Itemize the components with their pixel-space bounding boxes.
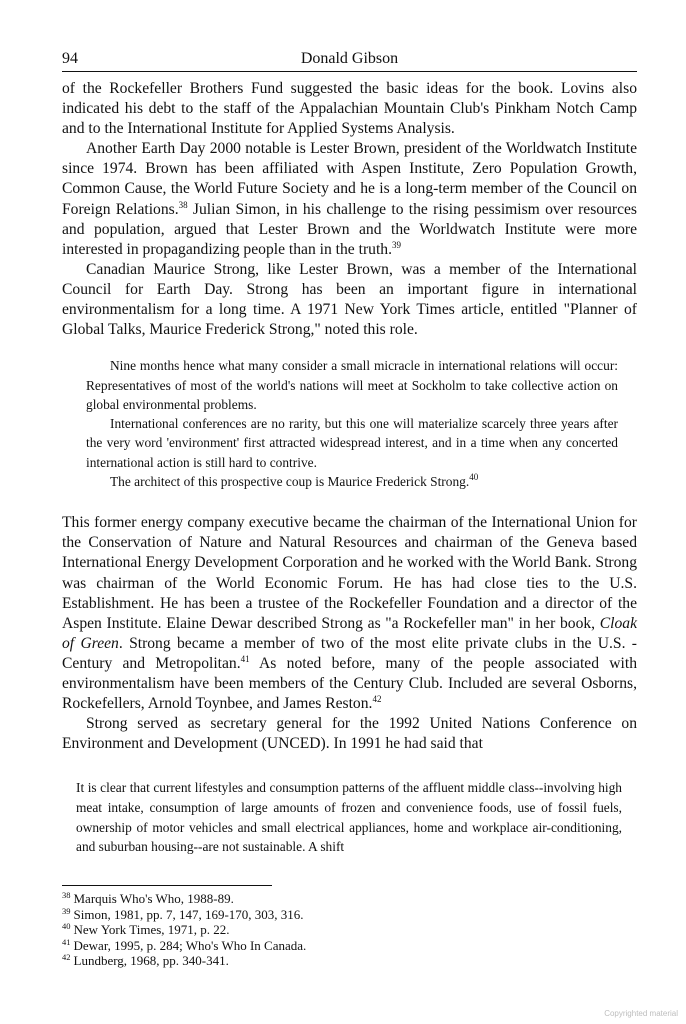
paragraph-2-text-b: Julian Simon, in his challenge to the rising pessimism over resources and population, argued that Lester Brown and the Worldwatch Institute were more interested in propagandizing people than in the truth. [62, 200, 637, 258]
paragraph-4-text-a: This former energy company executive became the chairman of the International Union for the Conservation of Nature and Natural Resources and chairman of the Geneva based International Energy Development Corporation and he worked with the World Bank. Strong was chairman of the World Economic Forum. He has had close ties to the U.S. Establishment. He has been a trustee of the Rockefeller Foundation and a director of the Aspen Institute. Elaine Dewar described Strong as "a Rockefeller man" in her book, [62, 514, 637, 632]
footnote-number: 40 [62, 921, 71, 932]
footnote-42 [62, 953, 306, 969]
quote-1-para-3-text: The architect of this prospective coup is Maurice Frederick Strong. [110, 474, 470, 489]
footnotes [62, 891, 306, 969]
header-rule [62, 71, 637, 72]
footnote-text: Simon, 1981, pp. 7, 147, 169-170, 303, 316. [73, 906, 304, 922]
footnote-number: 42 [62, 952, 71, 963]
paragraph-1: of the Rockefeller Brothers Fund suggested the basic ideas for the book. Lovins also indicated his debt to the staff of the Appalachian Mountain Club's Pinkham Notch Camp and to the International Institute for Applied Systems Analysis. [62, 80, 637, 138]
footnote-ref-40[interactable]: 40 [469, 472, 479, 482]
paragraph-2-text-a: Another Earth Day 2000 notable is Lester Brown, president of the Worldwatch Institute since 1974. Brown has been affiliated with Aspen Institute, Zero Population Growth, Common Cause, the World Future Society and he is a long-term member of the Council on Foreign Relations. [62, 140, 637, 218]
copyright-watermark: Copyrighted material [604, 1009, 678, 1018]
footnote-ref-42[interactable]: 42 [372, 694, 382, 705]
body-text [62, 79, 637, 857]
block-quote-1 [86, 356, 618, 491]
paragraph-2 [62, 139, 637, 260]
footnote-ref-38[interactable]: 38 [178, 199, 188, 210]
running-header [62, 48, 637, 70]
quote-1-para-1: Nine months hence what many consider a small micracle in international relations will occur: Representatives of most of the world's nations will meet at Sockholm to take collective action on global environmental problems. [86, 358, 618, 412]
footnote-number: 39 [62, 905, 71, 916]
footnote-text: Lundberg, 1968, pp. 340-341. [73, 953, 229, 969]
quote-1-para-3 [86, 472, 618, 491]
page-number: 94 [62, 50, 78, 67]
footnote-38 [62, 891, 306, 907]
paragraph-4-text-c: As noted before, many of the people associated with environmentalism have been members of the Century Club. Included are several Osborns, Rockefellers, Arnold Toynbee, and James Reston. [62, 654, 637, 713]
footnote-text: Dewar, 1995, p. 284; Who's Who In Canada. [73, 937, 307, 953]
running-title: Donald Gibson [300, 50, 399, 67]
book-title: Cloak of Green [62, 614, 637, 652]
footnote-39 [62, 907, 306, 923]
footnote-40 [62, 922, 306, 938]
footnote-41 [62, 938, 306, 954]
footnote-text: New York Times, 1971, p. 22. [73, 922, 230, 938]
footnote-text: Marquis Who's Who, 1988-89. [73, 891, 234, 906]
footnote-number: 38 [62, 890, 71, 900]
footnote-ref-41[interactable]: 41 [240, 653, 250, 664]
paragraph-3: Canadian Maurice Strong, like Lester Brown, was a member of the International Council for Earth Day. Strong has been an important figure in international environmentalism for a long time. A 1971 New York Times article, entitled "Planner of Global Talks, Maurice Frederick Strong," noted this role. [62, 260, 637, 339]
footnote-ref-39[interactable]: 39 [391, 239, 401, 250]
block-quote-2: It is clear that current lifestyles and consumption patterns of the affluent middle class--involving high meat intake, consumption of large amounts of frozen and convenience foods, use of fossil fuels, ownership of motor vehicles and small electrical appliances, home and workplace air-conditioning, and suburban housing--are not sustainable. A shift [76, 780, 622, 855]
footnote-rule [62, 885, 272, 886]
footnote-number: 41 [62, 936, 71, 947]
quote-1-para-2: International conferences are no rarity, but this one will materialize scarcely three years after the very word 'environment' first attracted widespread interest, and in a time when any concerted international action is still hard to contrive. [86, 416, 618, 470]
paragraph-4 [62, 513, 637, 714]
paragraph-4-text-b: . Strong became a member of two of the most elite private clubs in the U.S. - Century and Metropolitan. [62, 634, 637, 672]
paragraph-5: Strong served as secretary general for the 1992 United Nations Conference on Environment and Development (UNCED). In 1991 he had said that [62, 715, 637, 753]
